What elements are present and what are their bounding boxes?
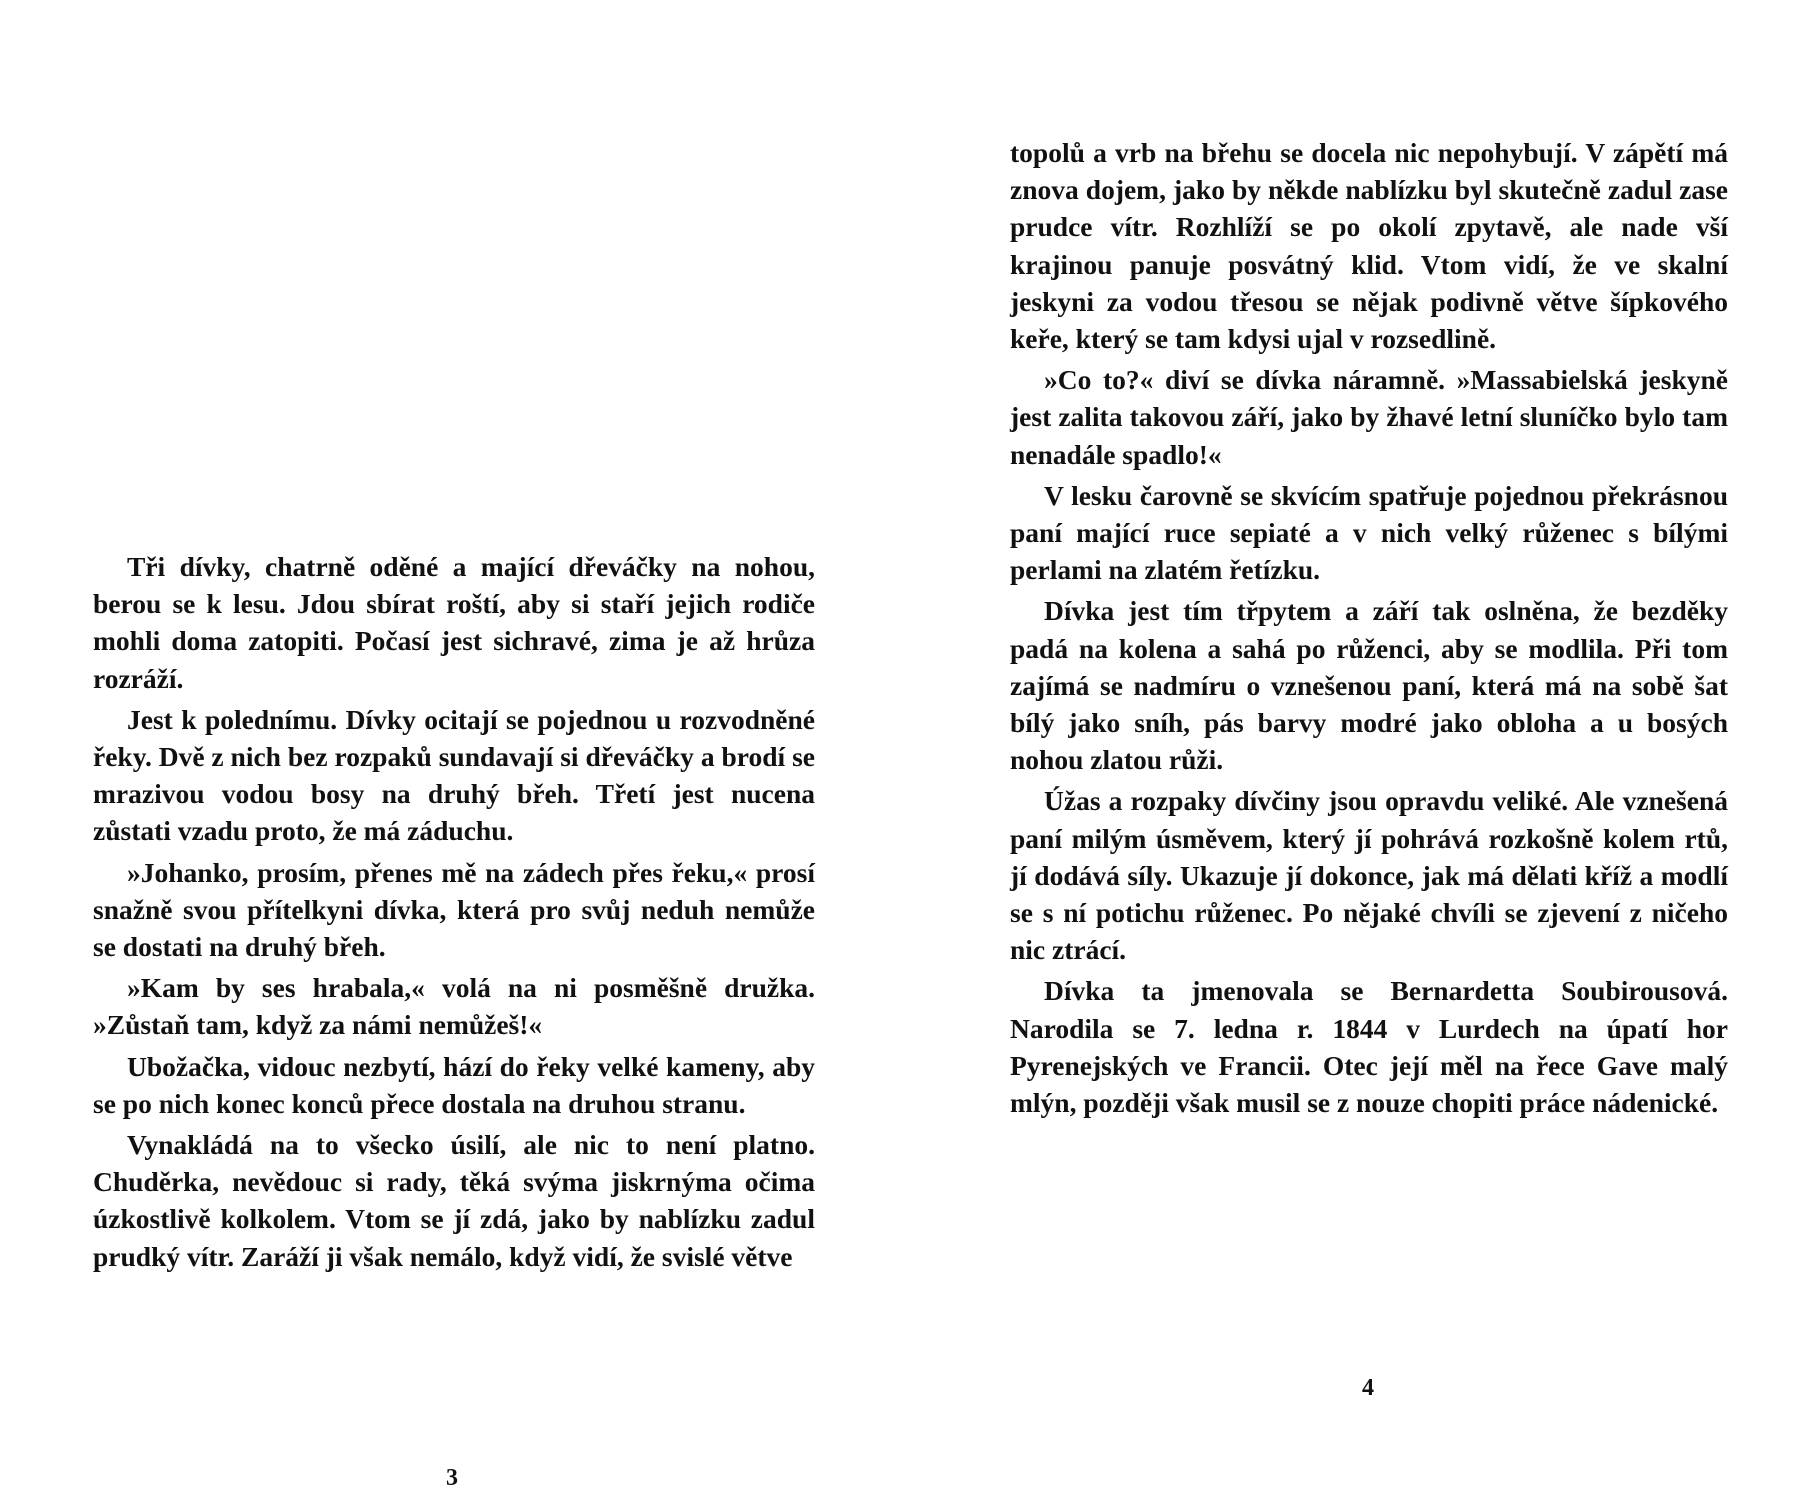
paragraph: Vynakládá na to všecko úsilí, ale nic to není platno. Chuděrka, nevědouc si rady, těká svýma jiskrnýma očima úzkostlivě kolkolem. Vtom se jí zdá, jako by nablízku zadul prudký vítr. Zaráží ji však nemálo, když vidí, že svislé větve — [93, 1129, 815, 1272]
paragraph: Ubožačka, vidouc nezbytí, hází do řeky velké kameny, aby se po nich konec konců přece dostala na druhou stranu. — [93, 1050, 815, 1119]
page-number-right: 4 — [1362, 1375, 1374, 1401]
paragraph: V lesku čarovně se skvícím spatřuje pojednou překrásnou paní mající ruce sepiaté a v nich velký růženec s bílými perlami na zlatém řetízku. — [1010, 479, 1728, 586]
paragraph: »Co to?« diví se dívka náramně. »Massabielská jeskyně jest zalita takovou září, jako by žhavé letní sluníčko bylo tam nenadále spadlo!« — [1010, 364, 1728, 470]
paragraph: Dívka ta jmenovala se Bernardetta Soubirousová. Narodila se 7. ledna r. 1844 v Lurdech na úpatí hor Pyrenejských ve Francii. Otec její měl na řece Gave malý mlýn, později však musil se z nouze chopiti práce nádenické. — [1010, 975, 1728, 1119]
paragraph-continued: topolů a vrb na břehu se docela nic nepohybují. V zápětí má znova dojem, jako by někde nablízku byl skutečně zadul zase prudce vítr. Rozhlíží se po okolí zpytavě, ale nade vší krajinou panuje posvátný klid. Vtom vidí, že ve skalní jeskyni za vodou třesou se nějak podivně větve šípkového keře, který se tam kdysi ujal v rozsedlině. — [1010, 137, 1728, 355]
paragraph: »Kam by ses hrabala,« volá na ni posměšně družka. »Zůstaň tam, když za námi nemůžeš!« — [93, 972, 815, 1041]
paragraph: »Johanko, prosím, přenes mě na zádech přes řeku,« prosí snažně svou přítelkyni dívka, která pro svůj neduh nemůže se dostati na druhý břeh. — [93, 856, 815, 963]
page-number-left: 3 — [446, 1465, 458, 1491]
paragraph: Jest k polednímu. Dívky ocitají se pojednou u rozvodněné řeky. Dvě z nich bez rozpaků sundavají si dřeváčky a brodí se mrazivou vodou bosy na druhý břeh. Třetí jest nucena zůstati vzadu proto, že má záduchu. — [93, 703, 815, 847]
paragraph: Úžas a rozpaky dívčiny jsou opravdu veliké. Ale vznešená paní milým úsměvem, který jí pohrává rozkošně kolem rtů, jí dodává síly. Ukazuje jí dokonce, jak má dělati kříž a modlí se s ní potichu růženec. Po nějaké chvíli se zjevení z ničeho nic ztrácí. — [1010, 785, 1728, 966]
left-page — [93, 548, 815, 1279]
right-page — [1010, 134, 1728, 1125]
paragraph: Tři dívky, chatrně oděné a mající dřeváčky na nohou, berou se k lesu. Jdou sbírat roští, aby si staří jejich rodiče mohli doma zatopiti. Počasí jest sichravé, zima je až hrůza rozráží. — [93, 551, 815, 694]
paragraph: Dívka jest tím třpytem a září tak oslněna, že bezděky padá na kolena a sahá po růženci, aby se modlila. Při tom zajímá se nadmíru o vznešenou paní, která má na sobě šat bílý jako sníh, pás barvy modré jako obloha a u bosých nohou zlatou růži. — [1010, 595, 1728, 776]
